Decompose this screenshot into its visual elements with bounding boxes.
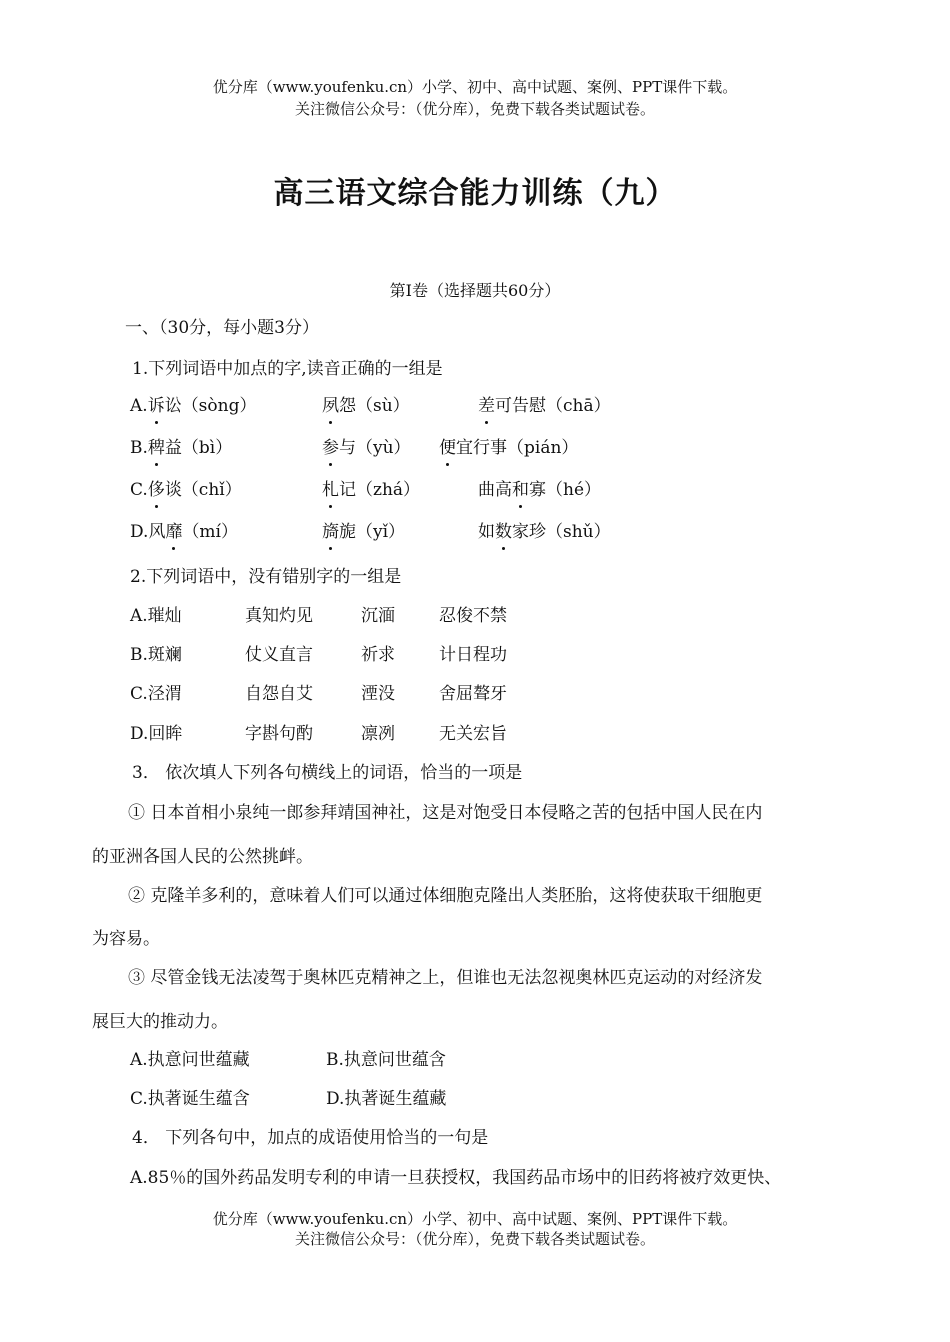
q2-a-2: 真知灼见 xyxy=(245,606,313,626)
q2-c-3: 湮没 xyxy=(361,684,395,704)
q2-c-2: 自怨自艾 xyxy=(245,684,313,704)
q1-b-text: 益（bì） xyxy=(164,438,233,458)
q1-d3-prefix: 如 xyxy=(478,522,495,542)
q4-option-a: A.85％的国外药品发明专利的申请一旦获授权，我国药品市场中的旧药将被疗效更快、 xyxy=(130,1168,782,1188)
footer-line-1: 优分库（www.youfenku.cn）小学、初中、高中试题、案例、PPT课件下载。 xyxy=(212,1210,738,1228)
q2-c-1: C.泾渭 xyxy=(130,684,182,704)
q1-c3-text: 寡（hé） xyxy=(529,480,602,500)
q2-d-2: 字斟句酌 xyxy=(245,724,313,744)
q1-b-word-2 xyxy=(322,436,411,460)
q1-c-word-2 xyxy=(322,478,420,502)
q1-c3-dotted-char: 和 xyxy=(512,480,529,500)
q1-a3-dotted-char: 差 xyxy=(478,396,495,416)
q3-option-b: B.执意问世蕴含 xyxy=(326,1050,446,1070)
section-title: 第Ⅰ卷（选择题共60分） xyxy=(389,281,561,300)
q2-stem: 2.下列词语中，没有错别字的一组是 xyxy=(130,567,402,587)
q1-a2-text: 怨（sù） xyxy=(339,396,410,416)
q1-a-word-3 xyxy=(478,394,611,418)
q1-c-dotted-char: 侈 xyxy=(147,480,165,500)
q1-b2-text: 与（yù） xyxy=(339,438,411,458)
q1-b-label: B. xyxy=(130,438,148,458)
q1-option-b xyxy=(130,436,232,460)
page-title: 高三语文综合能力训练（九） xyxy=(273,176,677,211)
q2-b-2: 仗义直言 xyxy=(245,645,313,665)
q1-d2-dotted-char: 旖 xyxy=(322,522,339,542)
q1-a-label: A. xyxy=(130,396,148,416)
q1-c-label: C. xyxy=(130,480,148,500)
q3-sentence-3a: ③ 尽管金钱无法凌驾于奥林匹克精神之上，但谁也无法忽视奥林匹克运动的对经济发 xyxy=(128,968,763,988)
q3-stem: 3． 依次填人下列各句横线上的词语，恰当的一项是 xyxy=(132,763,523,783)
header-line-2: 关注微信公众号：（优分库），免费下载各类试题试卷。 xyxy=(294,100,655,118)
q2-b-4: 计日程功 xyxy=(439,645,507,665)
q2-d-1: D.回眸 xyxy=(130,724,183,744)
q2-a-1: A.璀灿 xyxy=(130,606,182,626)
q2-d-4: 无关宏旨 xyxy=(439,724,507,744)
q1-a-word-2 xyxy=(322,394,410,418)
q1-b-word-3 xyxy=(439,436,578,460)
q1-option-d xyxy=(130,520,238,544)
q1-d2-text: 旎（yǐ） xyxy=(339,522,406,542)
q1-d-prefix: 风 xyxy=(148,522,166,542)
q1-d-label: D. xyxy=(130,522,149,542)
q3-sentence-1b: 的亚洲各国人民的公然挑衅。 xyxy=(92,847,313,867)
q2-a-3: 沉湎 xyxy=(361,606,395,626)
q1-option-a xyxy=(130,394,256,418)
q1-a-pinyin: （sòng） xyxy=(181,396,257,416)
q2-c-4: 舍屈聱牙 xyxy=(439,684,507,704)
q1-b2-dotted-char: 参 xyxy=(322,438,339,458)
q1-a-text: 讼 xyxy=(164,396,182,416)
q1-d-dotted-char: 靡 xyxy=(165,522,183,542)
footer-line-2: 关注微信公众号：（优分库），免费下载各类试题试卷。 xyxy=(294,1230,655,1248)
q2-b-1: B.斑斓 xyxy=(130,645,182,665)
q4-stem: 4． 下列各句中，加点的成语使用恰当的一句是 xyxy=(132,1128,489,1148)
q3-sentence-1a: ① 日本首相小泉纯一郎参拜靖国神社，这是对饱受日本侵略之苦的包括中国人民在内 xyxy=(128,803,763,823)
q1-d-word-2 xyxy=(322,520,405,544)
part1-heading: 一、（30分，每小题3分） xyxy=(125,318,319,338)
q2-b-3: 祈求 xyxy=(361,645,395,665)
q1-a3-text: 可告慰（chā） xyxy=(495,396,611,416)
q3-option-c: C.执著诞生蕴含 xyxy=(130,1089,250,1109)
q1-stem: 1.下列词语中加点的字,读音正确的一组是 xyxy=(132,359,443,379)
q1-c-word-3 xyxy=(478,478,601,502)
q1-c3-prefix: 曲高 xyxy=(478,480,512,500)
q3-sentence-2a: ② 克隆羊多利的，意味着人们可以通过体细胞克隆出人类胚胎，这将使获取干细胞更 xyxy=(128,886,763,906)
q1-d3-dotted-char: 数 xyxy=(495,522,512,542)
q2-d-3: 凛冽 xyxy=(361,724,395,744)
q1-b3-dotted-char: 便 xyxy=(439,438,456,458)
q3-sentence-3b: 展巨大的推动力。 xyxy=(92,1012,228,1032)
q1-c-text: 谈（chǐ） xyxy=(164,480,242,500)
q3-option-a: A.执意问世蕴藏 xyxy=(130,1050,250,1070)
q1-a-dotted-char: 诉 xyxy=(147,396,165,416)
q1-d3-text: 家珍（shǔ） xyxy=(512,522,611,542)
q1-b3-text: 宜行事（pián） xyxy=(456,438,579,458)
header-line-1: 优分库（www.youfenku.cn）小学、初中、高中试题、案例、PPT课件下载。 xyxy=(212,78,738,96)
q1-c2-text: 记（zhá） xyxy=(339,480,421,500)
q1-a2-dotted-char: 夙 xyxy=(322,396,339,416)
q1-option-c xyxy=(130,478,242,502)
q1-b-dotted-char: 稗 xyxy=(147,438,165,458)
q2-a-4: 忍俊不禁 xyxy=(439,606,507,626)
q1-d-word-3 xyxy=(478,520,611,544)
q3-option-d: D.执著诞生蕴藏 xyxy=(326,1089,447,1109)
q3-sentence-2b: 为容易。 xyxy=(92,929,160,949)
q1-d-pinyin: （mí） xyxy=(182,522,238,542)
q1-c2-dotted-char: 札 xyxy=(322,480,339,500)
